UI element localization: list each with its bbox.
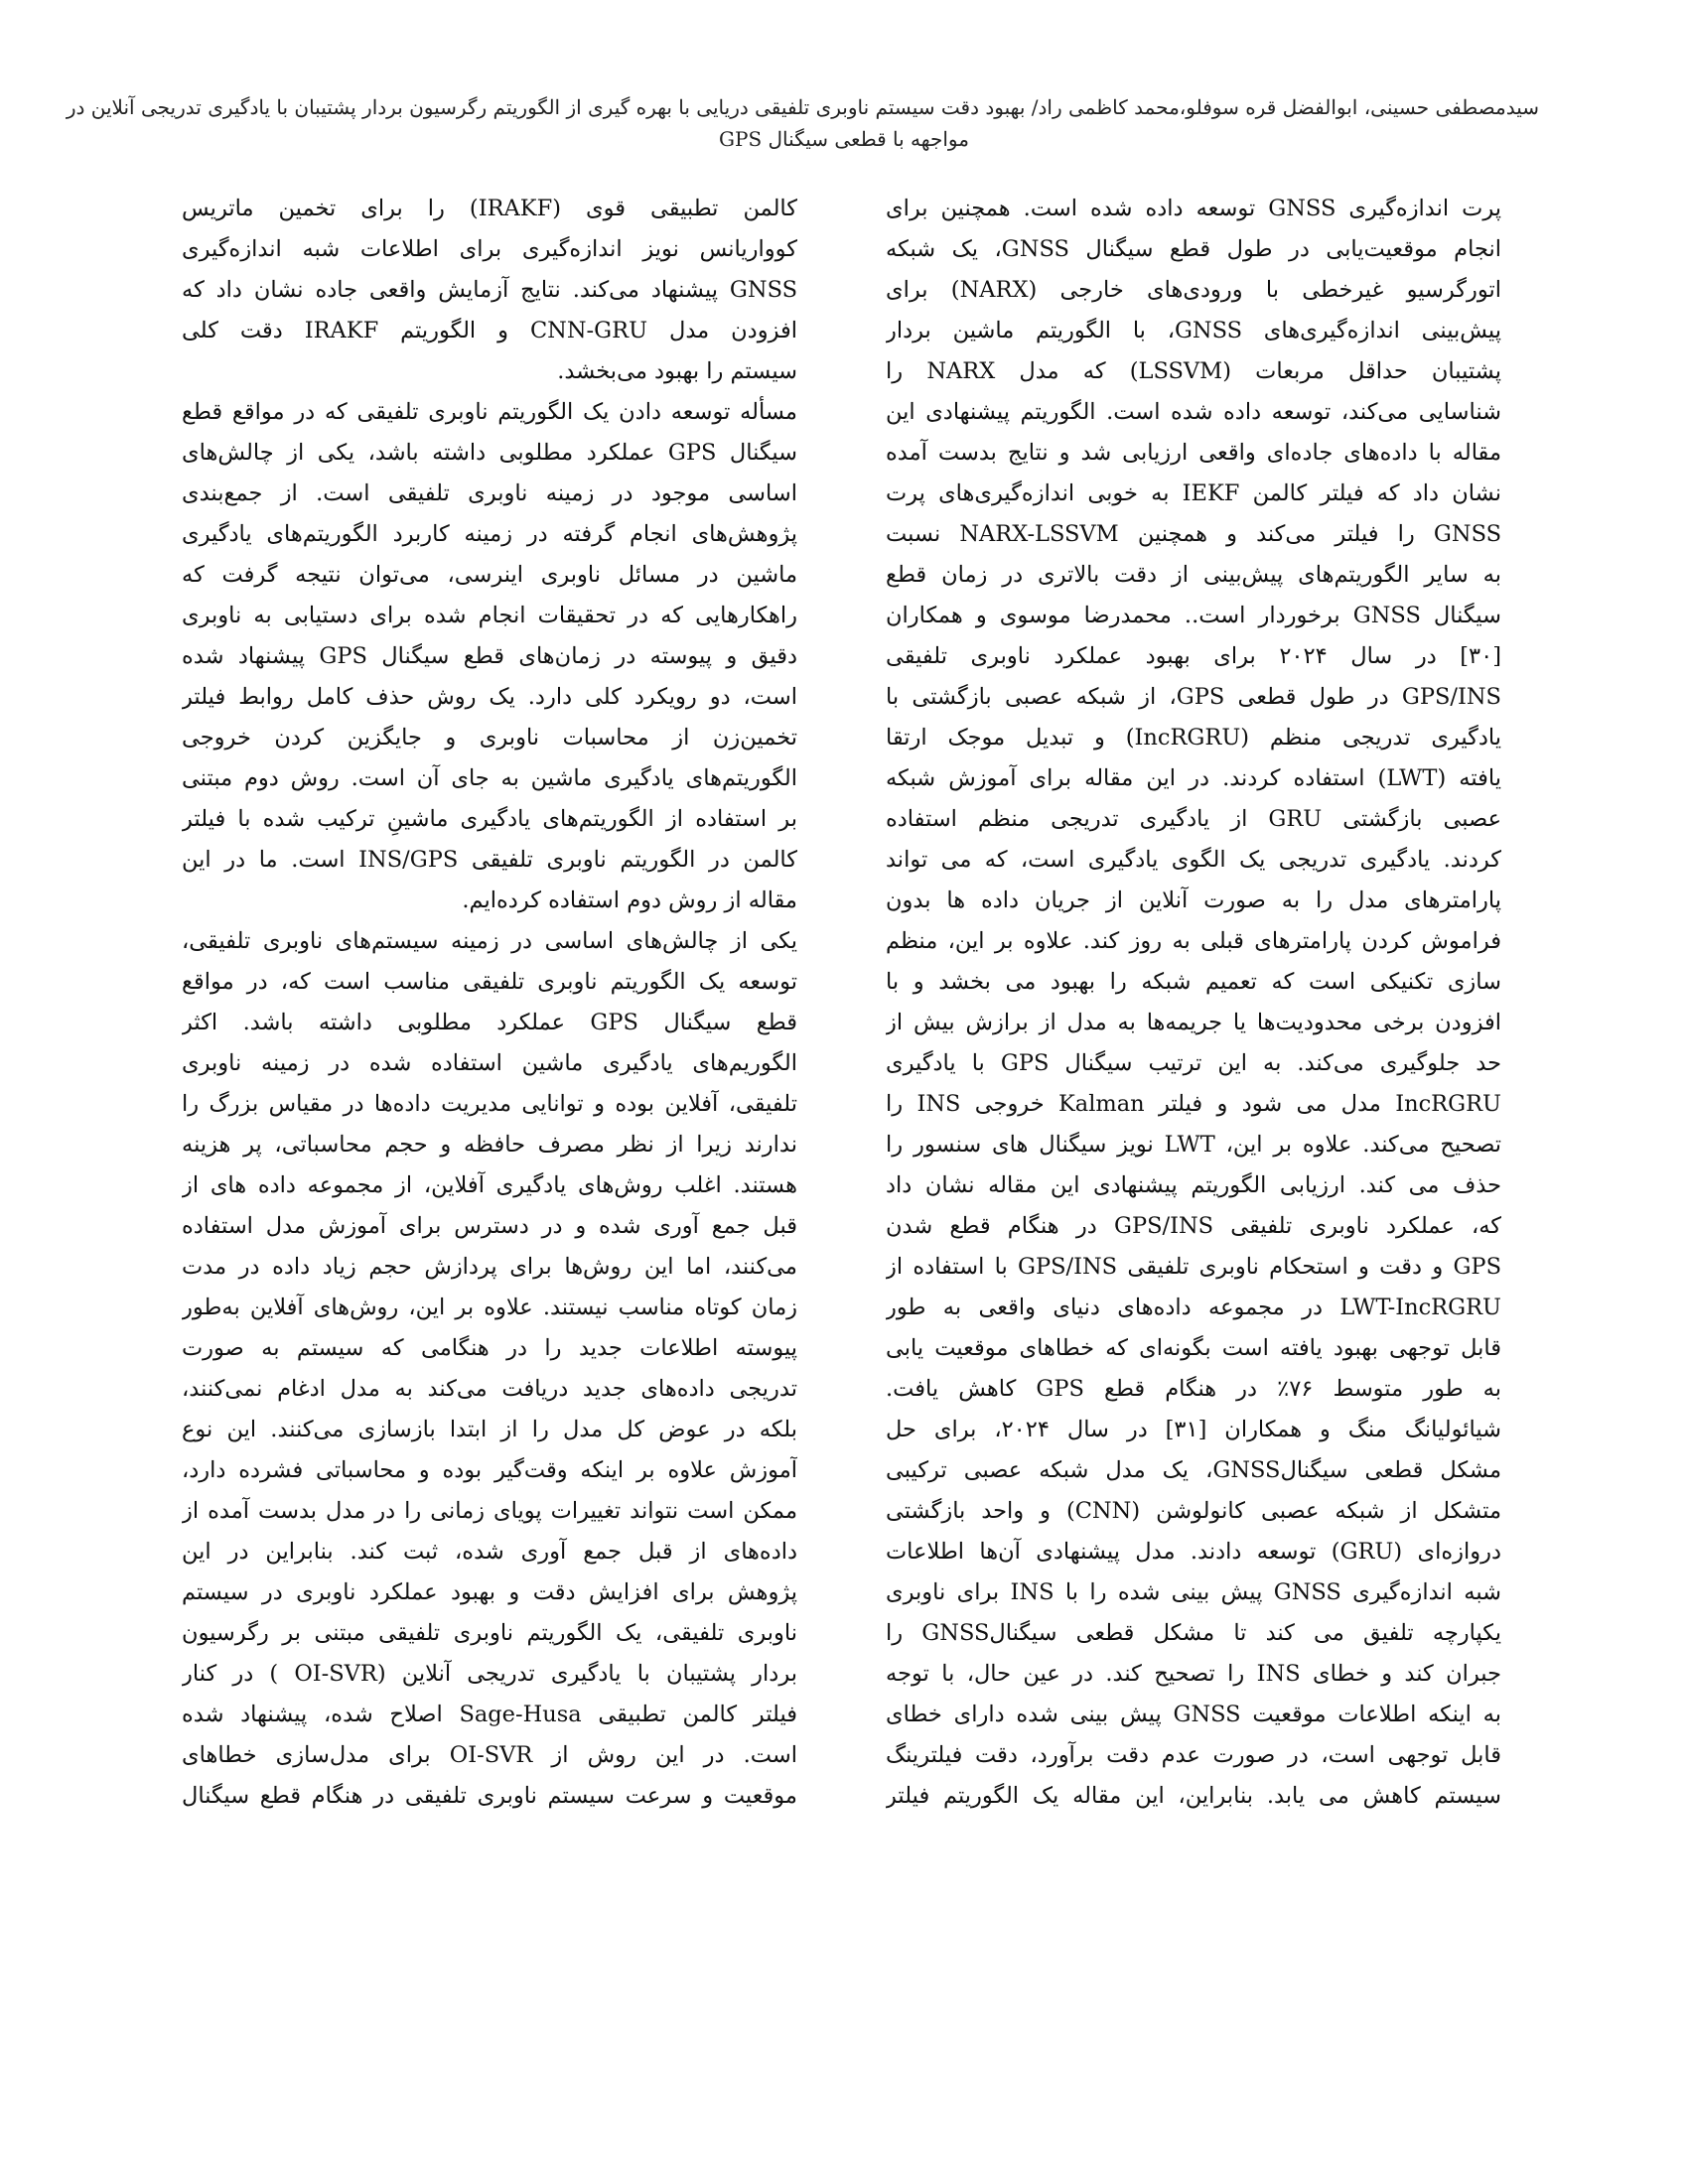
- left-column-text: [182, 189, 797, 1817]
- text-line: انجام موقعیت‌یابی در طول قطع سیگنال GNSS، یک شبکه: [886, 236, 1501, 262]
- text-line: پشتیبان حداقل مربعات (LSSVM) که مدل NARX را: [886, 358, 1501, 384]
- text-line: بر استفاده از الگوریتم‌های یادگیری ماشینِ ترکیب شده با فیلتر: [182, 806, 797, 832]
- text-line: بردار پشتیبان با یادگیری تدریجی آنلاین (OI-SVR ) در کنار: [182, 1661, 797, 1687]
- text-line: افزودن مدل CNN-GRU و الگوریتم IRAKF دقت کلی: [182, 318, 797, 343]
- text-line: الگوریم‌های یادگیری ماشین استفاده شده در زمینه ناوبری: [182, 1050, 797, 1076]
- text-line: تخمین‌زن از محاسبات ناوبری و جایگزین کردن خروجی: [182, 725, 797, 751]
- text-line: مقاله از روش دوم استفاده کرده‌ایم.: [462, 887, 797, 913]
- text-line: تصحیح می‌کند. علاوه بر این، LWT نویز سیگنال های سنسور را: [886, 1132, 1501, 1158]
- text-line: یادگیری تدریجی منظم (IncRGRU) و تبدیل موجک ارتقا: [886, 725, 1501, 751]
- text-line: جبران کند و خطای INS را تصحیح کند. در عین حال، با توجه: [886, 1661, 1501, 1687]
- text-line: GPS/INS در طول قطعی GPS، از شبکه عصبی بازگشتی با: [886, 684, 1501, 710]
- text-line: LWT-IncRGRU در مجموعه داده‌های دنیای واقعی به طور: [886, 1295, 1501, 1320]
- text-line: GNSS پیشنهاد می‌کند. نتایج آزمایش واقعی جاده نشان داد که: [182, 277, 797, 303]
- running-header: [66, 91, 1539, 155]
- text-line: کوواریانس نویز اندازه‌گیری برای اطلاعات شبه اندازه‌گیری: [182, 236, 797, 262]
- text-line: توسعه یک الگوریتم ناوبری تلفیقی مناسب است که، در مواقع: [182, 969, 797, 995]
- text-line: پژوهش‌های انجام گرفته در زمینه کاربرد الگوریتم‌های یادگیری: [182, 521, 797, 547]
- text-line: به سایر الگوریتم‌های پیش‌بینی از دقت بالاتری در زمان قطع: [886, 562, 1501, 588]
- text-line: IncRGRU مدل می شود و فیلتر Kalman خروجی INS را: [886, 1091, 1501, 1117]
- text-line: قابل توجهی است، در صورت عدم دقت برآورد، دقت فیلترینگ: [886, 1742, 1501, 1768]
- text-line: پژوهش برای افزایش دقت و بهبود عملکرد ناوبری در سیستم: [182, 1579, 797, 1605]
- text-line: موقعیت و سرعت سیستم ناوبری تلفیقی در هنگام قطع سیگنال: [182, 1783, 797, 1809]
- text-line: سیگنال GNSS برخوردار است.. محمدرضا موسوی و همکاران: [886, 603, 1501, 628]
- text-line: هستند. اغلب روش‌های یادگیری آفلاین، از مجموعه داده های از: [182, 1172, 797, 1198]
- text-line: داده‌های از قبل جمع آوری شده، ثبت کند. بنابراین در این: [182, 1539, 797, 1565]
- running-header-line-2: مواجهه با قطعی سیگنال GPS: [719, 127, 969, 151]
- text-line: شیائولیانگ منگ و همکاران [۳۱] در سال ۲۰۲۴، برای حل: [886, 1417, 1501, 1442]
- text-line: تدریجی داده‌های جدید دریافت می‌کند به مدل ادغام نمی‌کنند،: [182, 1376, 797, 1402]
- text-line: یکپارچه تلفیق می کند تا مشکل قطعی سیگنالGNSS را: [886, 1620, 1501, 1646]
- text-line: سازی تکنیکی است که تعمیم شبکه را بهبود می بخشد و با: [886, 969, 1501, 995]
- text-line: ندارند زیرا از نظر مصرف حافظه و حجم محاسباتی، پر هزینه: [182, 1132, 797, 1158]
- text-line: پیش‌بینی اندازه‌گیری‌های GNSS، با الگوریتم ماشین بردار: [886, 318, 1501, 343]
- text-line: می‌کنند، اما این روش‌ها برای پردازش حجم زیاد داده در مدت: [182, 1254, 797, 1280]
- text-line: که، عملکرد ناوبری تلفیقی GPS/INS در هنگام قطع شدن: [886, 1213, 1501, 1239]
- text-line: پارامترهای مدل را به صورت آنلاین از جریان داده ها بدون: [886, 887, 1501, 913]
- text-line: عصبی بازگشتی GRU از یادگیری تدریجی منظم استفاده: [886, 806, 1501, 832]
- text-line: کالمن تطبیقی قوی (IRAKF) را برای تخمین ماتریس: [182, 196, 797, 221]
- text-line: ناوبری تلفیقی، یک الگوریتم ناوبری تلفیقی مبتنی بر رگرسیون: [182, 1620, 797, 1646]
- text-line: متشکل از شبکه عصبی کانولوشن (CNN) و واحد بازگشتی: [886, 1498, 1501, 1524]
- text-line: مسأله توسعه دادن یک الگوریتم ناوبری تلفیقی که در مواقع قطع: [182, 399, 797, 425]
- text-line: کردند. یادگیری تدریجی یک الگوی یادگیری است، که می تواند: [886, 847, 1501, 873]
- running-header-line-1: سیدمصطفی حسینی، ابوالفضل قره سوفلو،محمد کاظمی راد/ بهبود دقت سیستم ناوبری تلفیقی دریایی با بهره گیری از الگوریتم رگرسیون بردار پشتیبان با یادگیری تدریجی آنلاین در: [66, 95, 1539, 119]
- text-line: پیوسته اطلاعات جدید را در هنگامی که سیستم به صورت: [182, 1335, 797, 1361]
- text-line: به اینکه اطلاعات موقعیت GNSS پیش بینی شده دارای خطای: [886, 1702, 1501, 1727]
- text-line: آموزش علاوه بر اینکه وقت‌گیر بوده و محاسباتی فشرده دارد،: [182, 1457, 797, 1483]
- text-line: سیستم کاهش می یابد. بنابراین، این مقاله یک الگوریتم فیلتر: [886, 1783, 1501, 1809]
- text-line: حد جلوگیری می‌کند. به این ترتیب سیگنال GPS با یادگیری: [886, 1050, 1501, 1076]
- text-line: GPS و دقت و استحکام ناوبری تلفیقی GPS/INS با استفاده از: [886, 1254, 1501, 1280]
- text-line: ماشین در مسائل ناوبری اینرسی، می‌توان نتیجه گرفت که: [182, 562, 797, 588]
- text-line: نشان داد که فیلتر کالمن IEKF به خوبی اندازه‌گیری‌های پرت: [886, 480, 1501, 506]
- text-line: سیستم را بهبود می‌بخشد.: [557, 358, 797, 384]
- text-line: زمان کوتاه مناسب نیستند. علاوه بر این، روش‌های آفلاین به‌طور: [182, 1295, 797, 1320]
- text-line: شناسایی می‌کند، توسعه داده شده است. الگوریتم پیشنهادی این: [886, 399, 1501, 425]
- text-line: مشکل قطعی سیگنالGNSS، یک مدل شبکه عصبی ترکیبی: [886, 1457, 1501, 1483]
- right-column-text: [886, 189, 1501, 1817]
- text-line: است، دو رویکرد کلی دارد. یک روش حذف کامل روابط فیلتر: [182, 684, 797, 710]
- text-line: قبل جمع آوری شده و در دسترس برای آموزش مدل استفاده: [182, 1213, 797, 1239]
- text-line: اساسی موجود در زمینه ناوبری تلفیقی است. از جمع‌بندی: [182, 480, 797, 506]
- text-line: حذف می کند. ارزیابی الگوریتم پیشنهادی این مقاله نشان داد: [886, 1172, 1501, 1198]
- text-line: مقاله با داده‌های جاده‌ای واقعی ارزیابی شد و نتایج بدست آمده: [886, 440, 1501, 466]
- text-line: تلفیقی، آفلاین بوده و توانایی مدیریت داده‌ها در مقیاس بزرگ را: [182, 1091, 797, 1117]
- text-line: پرت اندازه‌گیری GNSS توسعه داده شده است. همچنین برای: [886, 196, 1501, 221]
- text-line: دقیق و پیوسته در زمان‌های قطع سیگنال GPS پیشنهاد شده: [182, 643, 797, 669]
- text-line: دروازه‌ای (GRU) توسعه دادند. مدل پیشنهادی آن‌ها اطلاعات: [886, 1539, 1501, 1565]
- text-line: قابل توجهی بهبود یافته است بگونه‌ای که خطاهای موقعیت یابی: [886, 1335, 1501, 1361]
- text-line: فراموش کردن پارامترهای قبلی به روز کند. علاوه بر این، منظم: [886, 928, 1501, 954]
- text-line: GNSS را فیلتر می‌کند و همچنین NARX-LSSVM نسبت: [886, 521, 1501, 547]
- text-line: است. در این روش از OI-SVR برای مدل‌سازی خطاهای: [182, 1742, 797, 1768]
- text-line: [۳۰] در سال ۲۰۲۴ برای بهبود عملکرد ناوبری تلفیقی: [886, 643, 1501, 669]
- text-line: یافته (LWT) استفاده کردند. در این مقاله برای آموزش شبکه: [886, 765, 1501, 791]
- text-line: به طور متوسط ۷۶٪ در هنگام قطع GPS کاهش یافت.: [886, 1376, 1501, 1402]
- text-line: فیلتر کالمن تطبیقی Sage-Husa اصلاح شده، پیشنهاد شده: [182, 1702, 797, 1727]
- text-line: ممکن است نتواند تغییرات پویای زمانی را در مدل بدست آمده از: [182, 1498, 797, 1524]
- text-line: افزودن برخی محدودیت‌ها یا جریمه‌ها به مدل از برازش بیش از: [886, 1010, 1501, 1035]
- text-line: اتورگرسیو غیرخطی با ورودی‌های خارجی (NARX) برای: [886, 277, 1501, 303]
- text-line: قطع سیگنال GPS عملکرد مطلوبی داشته باشد. اکثر: [182, 1010, 797, 1035]
- text-line: یکی از چالش‌های اساسی در زمینه سیستم‌های ناوبری تلفیقی،: [182, 928, 797, 954]
- text-line: کالمن در الگوریتم ناوبری تلفیقی INS/GPS است. ما در این: [182, 847, 797, 873]
- text-line: بلکه در عوض کل مدل را از ابتدا بازسازی می‌کنند. این نوع: [182, 1417, 797, 1442]
- text-line: شبه اندازه‌گیری GNSS پیش بینی شده را با INS برای ناوبری: [886, 1579, 1501, 1605]
- text-line: سیگنال GPS عملکرد مطلوبی داشته باشد، یکی از چالش‌های: [182, 440, 797, 466]
- text-line: راهکارهایی که در تحقیقات انجام شده برای دستیابی به ناوبری: [182, 603, 797, 628]
- text-line: الگوریتم‌های یادگیری ماشین به جای آن است. روش دوم مبتنی: [182, 765, 797, 791]
